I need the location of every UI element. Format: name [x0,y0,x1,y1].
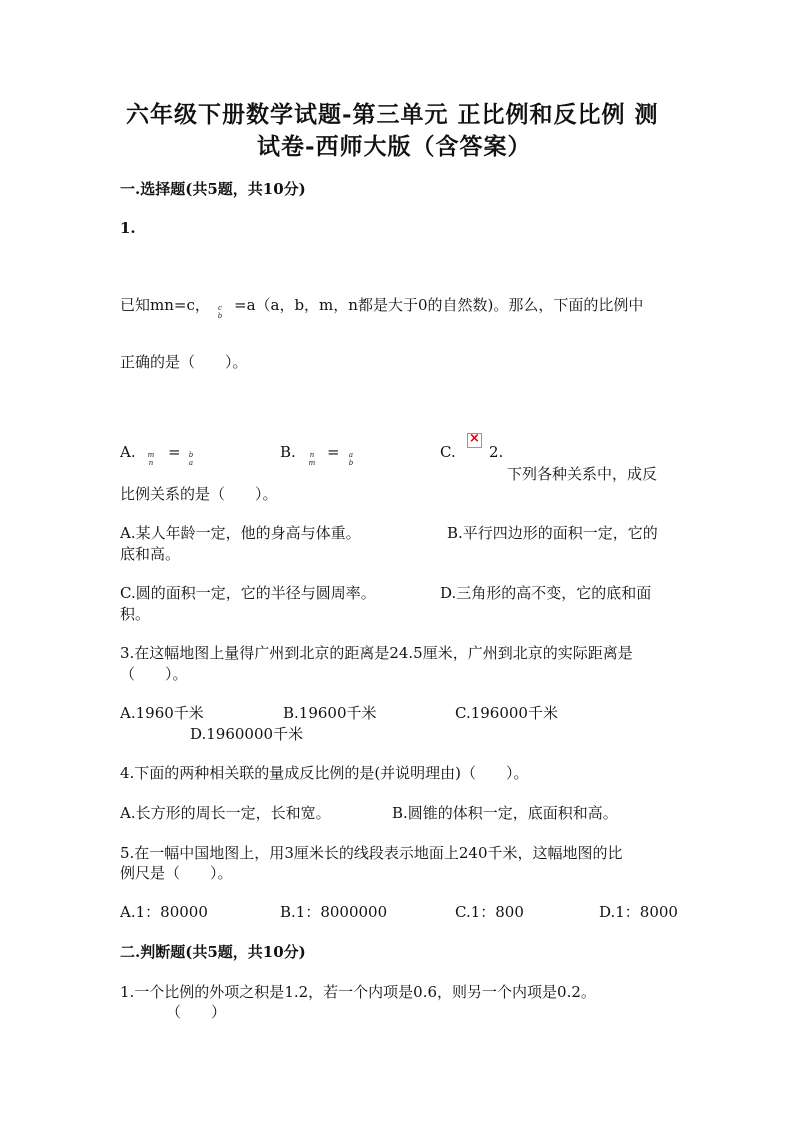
question-1-option-b-label: B. [280,443,296,461]
question-3-option-b: B.19600千米 [283,704,377,722]
question-2-option-b-line1: B.平行四边形的面积一定，它的 [447,524,658,542]
question-4-option-b: B.圆锥的体积一定，底面积和高。 [392,804,618,822]
question-5-option-a: A.1：80000 [120,903,208,921]
fraction-numerator: c [218,304,222,312]
question-1-fraction [215,304,225,320]
question-3-option-c: C.196000千米 [455,704,558,722]
question-5-stem-a: 5.在一幅中国地图上，用3厘米长的线段表示地面上240千米，这幅地图的比 [120,844,623,862]
judgment-question-1-stem: 1.一个比例的外项之积是1.2，若一个内项是0.6，则另一个内项是0.2。 [120,983,596,1001]
question-2-stem-b: 比例关系的是（ ）。 [120,485,278,503]
question-1-number: 1. [120,219,136,237]
option-b-fraction-1 [307,451,317,467]
question-5-stem-b: 例尺是（ ）。 [120,864,233,882]
page-title-line1: 六年级下册数学试题-第三单元 正比例和反比例 测 [126,101,659,128]
fraction-numerator: b [188,451,194,459]
option-a-fraction-1 [146,451,156,467]
question-1-option-a-label: A. [120,443,136,461]
question-2-option-a: A.某人年龄一定，他的身高与体重。 [120,524,361,542]
fraction-numerator: m [147,451,155,459]
question-3-option-a: A.1960千米 [120,704,204,722]
fraction-denominator: b [348,459,354,467]
judgment-question-1-blank: （ ） [166,1003,227,1021]
fraction-denominator: m [308,459,316,467]
question-2-number: 2. [489,443,504,461]
question-2-option-d-line1: D.三角形的高不变，它的底和面 [440,584,652,602]
fraction-denominator: b [217,312,223,320]
question-5-option-b: B.1：8000000 [280,903,388,921]
question-5-option-d: D.1：8000 [599,903,678,921]
question-4-option-a: A.长方形的周长一定，长和宽。 [120,804,331,822]
option-b-equals: = [327,443,340,461]
option-a-fraction-2 [186,451,196,467]
fraction-denominator: n [148,459,154,467]
option-b-fraction-2 [346,451,356,467]
fraction-numerator: n [309,451,315,459]
question-2-option-d-line2: 积。 [120,605,151,623]
question-2-option-c: C.圆的面积一定，它的半径与圆周率。 [120,584,376,602]
broken-image-icon [467,433,482,448]
question-3-stem-a: 3.在这幅地图上量得广州到北京的距离是24.5厘米，广州到北京的实际距离是 [120,644,633,662]
section-heading-choice: 一.选择题(共5题，共10分) [120,180,306,198]
question-3-stem-b: （ ）。 [120,665,188,683]
question-1-stem-c: 正确的是（ ）。 [120,353,248,371]
question-1-stem-a: 已知mn=c， [120,296,210,314]
option-a-equals: = [168,443,181,461]
question-2-option-b-line2: 底和高。 [120,545,181,563]
question-4-stem: 4.下面的两种相关联的量成反比例的是(并说明理由)（ ）。 [120,764,529,782]
question-5-option-c: C.1：800 [455,903,524,921]
question-2-stem-a: 下列各种关系中，成反 [507,465,658,483]
page-title-line2: 试卷-西师大版（含答案） [257,133,532,160]
fraction-numerator: a [348,451,354,459]
question-1-option-c-label: C. [440,443,456,461]
question-3-option-d: D.1960000千米 [190,725,304,743]
fraction-denominator: a [188,459,194,467]
question-1-stem-b: =a（a，b，m，n都是大于0的自然数)。那么，下面的比例中 [234,296,644,314]
section-heading-judgment: 二.判断题(共5题，共10分) [120,943,306,961]
